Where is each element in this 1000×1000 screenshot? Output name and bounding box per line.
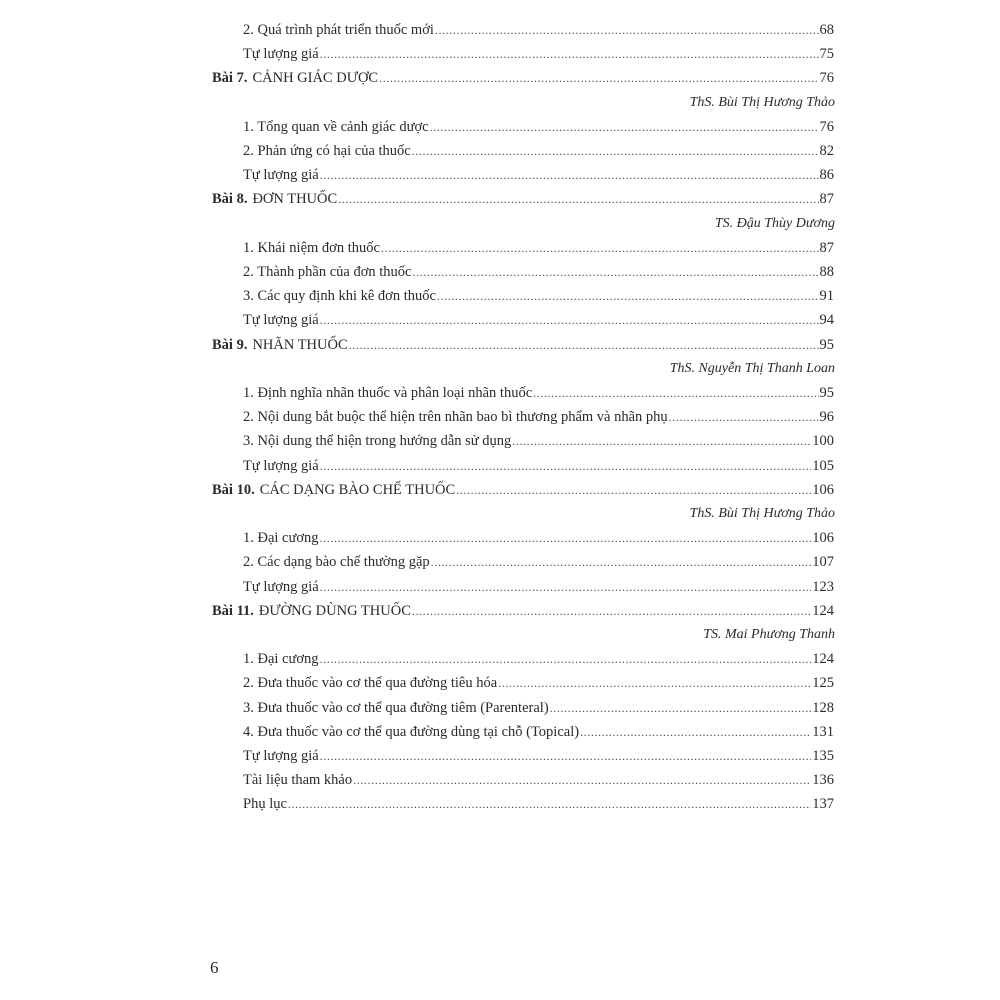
toc-lesson-row [212, 602, 834, 620]
toc-item-row [243, 142, 834, 160]
toc-item-row [243, 723, 834, 741]
toc-entry-label: 2. Nội dung bắt buộc thể hiện trên nhãn bao bì thương phẩm và nhãn phụ [243, 409, 668, 425]
toc-lesson-row [212, 481, 834, 499]
lesson-heading [212, 336, 348, 354]
toc-page-number: 124 [812, 603, 834, 619]
dot-leader [379, 69, 818, 87]
toc-entry-label: 1. Định nghĩa nhãn thuốc và phân loại nhãn thuốc [243, 385, 533, 401]
lesson-number: Bài 10. [212, 482, 255, 498]
toc-item-row [243, 432, 834, 450]
toc-entry-label: 2. Các dạng bào chế thường gặp [243, 554, 430, 570]
toc-entry-label: 3. Đưa thuốc vào cơ thể qua đường tiêm (Parenteral) [243, 700, 549, 716]
toc-item-row [243, 771, 834, 789]
dot-leader [669, 408, 819, 426]
toc-page-number: 75 [819, 46, 834, 62]
toc-page-number: 124 [812, 651, 834, 667]
lesson-author: TS. Mai Phương Thanh [703, 627, 835, 642]
toc-item-row [243, 699, 834, 717]
lesson-number: Bài 7. [212, 70, 248, 86]
toc-item-row [243, 529, 834, 547]
toc-item-row [243, 311, 834, 329]
toc-item-row [243, 384, 834, 402]
dot-leader [498, 674, 811, 692]
toc-item-row [243, 118, 834, 136]
toc-page-number: 87 [819, 240, 834, 256]
lesson-author: ThS. Bùi Thị Hương Thảo [689, 95, 835, 110]
toc-item-row [243, 674, 834, 692]
dot-leader [533, 384, 818, 402]
lesson-author: TS. Đậu Thùy Dương [714, 216, 835, 231]
toc-page-number: 91 [819, 288, 834, 304]
toc-page-number: 136 [812, 772, 834, 788]
toc-page-number: 94 [819, 312, 834, 328]
lesson-heading [212, 481, 455, 499]
dot-leader [550, 699, 812, 717]
lesson-title: ĐƯỜNG DÙNG THUỐC [258, 603, 411, 619]
lesson-heading [212, 602, 411, 620]
toc-page-number: 95 [819, 385, 834, 401]
toc-item-row [243, 795, 834, 813]
toc-entry-label: 2. Đưa thuốc vào cơ thể qua đường tiêu hóa [243, 675, 498, 691]
toc-entry-label: 3. Các quy định khi kê đơn thuốc [243, 288, 436, 304]
dot-leader [431, 553, 812, 571]
dot-leader [437, 287, 819, 305]
dot-leader [320, 650, 812, 668]
toc-item-row [243, 239, 834, 257]
dot-leader [412, 263, 818, 281]
dot-leader [353, 771, 811, 789]
toc-item-row [243, 166, 834, 184]
dot-leader [412, 602, 811, 620]
toc-page-number: 68 [819, 22, 834, 38]
dot-leader [320, 578, 812, 596]
dot-leader [381, 239, 819, 257]
toc-item-row [243, 408, 834, 426]
toc-entry-label: Tự lượng giá [243, 748, 319, 764]
lesson-title: NHÃN THUỐC [252, 337, 348, 353]
toc-lesson-row [212, 190, 834, 208]
toc-entry-label: 3. Nội dung thể hiện trong hướng dẫn sử dụng [243, 433, 512, 449]
toc-entry-label: 1. Tổng quan về cảnh giác dược [243, 119, 429, 135]
lesson-heading [212, 190, 337, 208]
dot-leader [320, 529, 812, 547]
dot-leader [412, 142, 819, 160]
toc-page-number: 100 [812, 433, 834, 449]
lesson-number: Bài 8. [212, 191, 248, 207]
dot-leader [580, 723, 811, 741]
dot-leader [320, 747, 812, 765]
dot-leader [430, 118, 819, 136]
dot-leader [435, 21, 819, 39]
toc-entry-label: 1. Đại cương [243, 651, 319, 667]
lesson-heading [212, 69, 378, 87]
lesson-title: CẢNH GIÁC DƯỢC [252, 70, 379, 86]
toc-page-number: 137 [812, 796, 834, 812]
toc-page-number: 106 [812, 482, 834, 498]
toc-entry-label: Tự lượng giá [243, 167, 319, 183]
toc-entry-label: Tự lượng giá [243, 458, 319, 474]
toc-item-row [243, 457, 834, 475]
toc-item-row [243, 553, 834, 571]
toc-lesson-row [212, 69, 834, 87]
lesson-title: CÁC DẠNG BÀO CHẾ THUỐC [259, 482, 456, 498]
toc-page-number: 106 [812, 530, 834, 546]
lesson-title: ĐƠN THUỐC [252, 191, 338, 207]
lesson-author: ThS. Bùi Thị Hương Thảo [689, 506, 835, 521]
toc-page-number: 87 [819, 191, 834, 207]
toc-entry-label: Tự lượng giá [243, 46, 319, 62]
toc-entry-label: 1. Đại cương [243, 530, 319, 546]
lesson-number: Bài 9. [212, 337, 248, 353]
dot-leader [338, 190, 818, 208]
toc-page-number: 125 [812, 675, 834, 691]
toc-item-row [243, 578, 834, 596]
toc-entry-label: Tài liệu tham khảo [243, 772, 353, 788]
toc-page-number: 96 [819, 409, 834, 425]
toc-entry-label: Tự lượng giá [243, 579, 319, 595]
toc-page-number: 105 [812, 458, 834, 474]
dot-leader [320, 457, 812, 475]
toc-page-number: 88 [819, 264, 834, 280]
toc-entry-label: 4. Đưa thuốc vào cơ thể qua đường dùng tại chỗ (Topical) [243, 724, 580, 740]
toc-item-row [243, 287, 834, 305]
toc-entry-label: 1. Khái niệm đơn thuốc [243, 240, 380, 256]
toc-entry-label: Phụ lục [243, 796, 287, 812]
toc-page-number: 76 [819, 70, 834, 86]
lesson-author: ThS. Nguyễn Thị Thanh Loan [669, 361, 835, 376]
toc-page-number: 128 [812, 700, 834, 716]
dot-leader [349, 336, 819, 354]
toc-page-number: 82 [819, 143, 834, 159]
toc-item-row [243, 747, 834, 765]
page-number: 6 [210, 958, 219, 977]
toc-lesson-row [212, 336, 834, 354]
toc-item-row [243, 650, 834, 668]
toc-page-number: 131 [812, 724, 834, 740]
toc-entry-label: 2. Quá trình phát triển thuốc mới [243, 22, 434, 38]
toc-page-number: 107 [812, 554, 834, 570]
dot-leader [512, 432, 811, 450]
dot-leader [456, 481, 811, 499]
toc-page-number: 135 [812, 748, 834, 764]
toc-page-number: 76 [819, 119, 834, 135]
dot-leader [320, 166, 819, 184]
toc-entry-label: 2. Phản ứng có hại của thuốc [243, 143, 411, 159]
toc-item-row [243, 45, 834, 63]
dot-leader [288, 795, 811, 813]
toc-entry-label: 2. Thành phần của đơn thuốc [243, 264, 412, 280]
toc-page-number: 86 [819, 167, 834, 183]
dot-leader [320, 45, 819, 63]
toc-item-row [243, 21, 834, 39]
lesson-number: Bài 11. [212, 603, 254, 619]
toc-entry-label: Tự lượng giá [243, 312, 319, 328]
toc-page-number: 123 [812, 579, 834, 595]
dot-leader [320, 311, 819, 329]
toc-page-number: 95 [819, 337, 834, 353]
toc-item-row [243, 263, 834, 281]
